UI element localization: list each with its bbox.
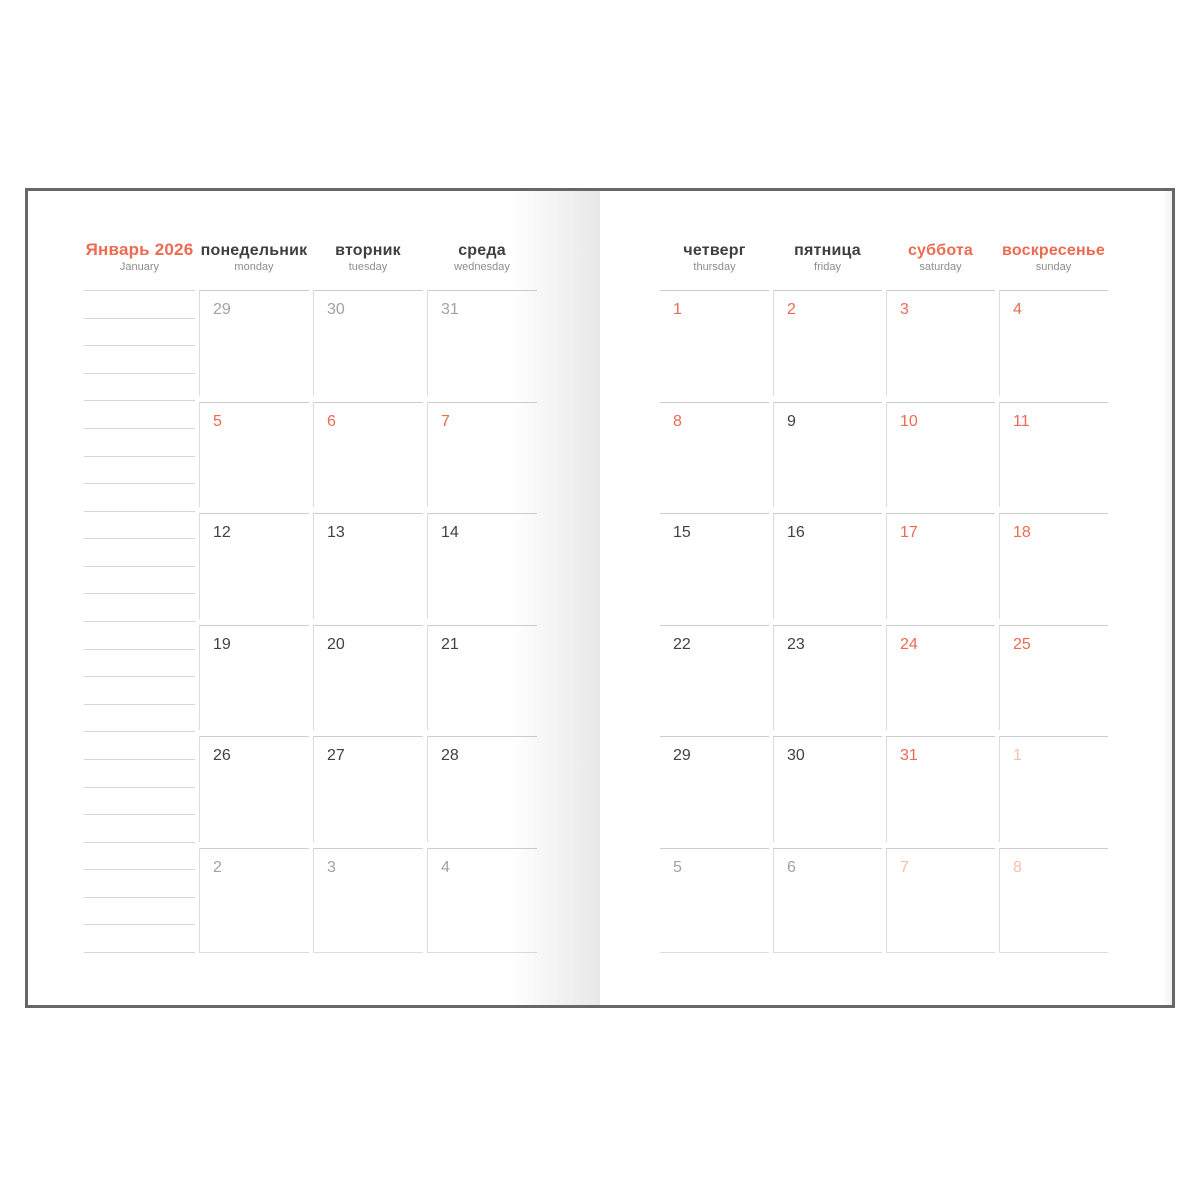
note-line [84,952,195,953]
date-cell [999,290,1108,396]
date-cell [773,848,882,954]
date-number: 30 [327,301,345,318]
date-cell [773,736,882,842]
note-line [84,373,195,374]
day-name-en: tuesday [348,261,388,273]
date-number: 28 [441,747,459,764]
date-number: 6 [787,858,796,876]
date-number: 11 [1013,412,1030,430]
date-number: 31 [900,747,918,764]
note-line [84,842,195,843]
date-number: 16 [787,524,805,541]
date-number: 14 [441,524,459,541]
date-number: 15 [673,524,691,541]
day-name-ru: пятница [794,242,861,259]
date-number: 31 [441,301,459,318]
date-number: 8 [673,412,682,430]
day-name-en: sunday [1035,261,1072,273]
date-cell [199,736,309,842]
date-number: 29 [673,747,691,764]
date-cell [660,402,769,508]
day-name-en: saturday [919,261,962,273]
date-number: 5 [213,412,222,430]
date-cell [999,513,1108,619]
date-number: 6 [327,412,336,430]
note-line [84,318,195,319]
date-cell [773,290,882,396]
date-number: 26 [213,747,231,764]
day-header-sunday [999,238,1108,284]
date-number: 17 [900,524,918,541]
day-name-en: monday [234,261,274,273]
date-number: 10 [900,412,918,430]
day-header-friday [773,238,882,284]
date-cell [660,736,769,842]
date-cell [660,290,769,396]
date-cell [886,513,995,619]
day-name-en: friday [814,261,841,273]
date-number: 25 [1013,635,1031,653]
day-name-ru: понедельник [200,242,308,259]
date-cell [660,625,769,731]
date-number: 2 [787,301,796,318]
day-header-tuesday [313,238,423,284]
date-number: 5 [673,858,682,876]
note-line [84,787,195,788]
date-cell [199,848,309,954]
day-name-ru: среда [458,242,506,259]
date-cell [660,848,769,954]
date-cell [313,848,423,954]
note-line [84,924,195,925]
date-cell [773,402,882,508]
date-cell [313,625,423,731]
date-cell [427,848,537,954]
date-cell [886,402,995,508]
date-cell [773,625,882,731]
day-header-wednesday [427,238,537,284]
note-line [84,511,195,512]
date-cell [886,736,995,842]
date-cell [427,625,537,731]
notes-area [84,290,195,953]
date-cell [313,402,423,508]
date-number: 1 [673,301,682,318]
date-cell [427,736,537,842]
note-line [84,731,195,732]
date-cell [199,402,309,508]
date-cell [427,402,537,508]
note-line [84,593,195,594]
date-number: 9 [787,412,796,430]
note-line [84,704,195,705]
day-header-thursday [660,238,769,284]
day-name-ru: воскресенье [1002,242,1105,259]
date-number: 3 [327,858,336,876]
date-number: 29 [213,301,231,318]
month-header [84,238,195,284]
month-subtitle: January [119,261,160,273]
note-line [84,897,195,898]
date-number: 24 [900,635,918,653]
note-line [84,621,195,622]
date-number: 19 [213,635,231,653]
note-line [84,869,195,870]
date-number: 8 [1013,858,1022,876]
date-cell [660,513,769,619]
day-name-en: thursday [693,261,736,273]
page-edge-shadow [1163,191,1172,1005]
date-number: 7 [900,858,909,876]
note-line [84,566,195,567]
date-number: 13 [327,524,345,541]
right-page-grid [660,238,1108,953]
date-number: 30 [787,747,805,764]
date-number: 23 [787,635,805,653]
date-cell [199,625,309,731]
date-number: 22 [673,635,691,653]
date-cell [999,736,1108,842]
date-number: 3 [900,301,909,318]
date-number: 4 [1013,301,1022,318]
date-cell [427,290,537,396]
date-cell [313,736,423,842]
date-cell [999,625,1108,731]
date-number: 18 [1013,524,1031,541]
note-line [84,814,195,815]
date-cell [199,513,309,619]
note-line [84,345,195,346]
date-number: 21 [441,635,459,653]
date-cell [999,402,1108,508]
day-name-ru: суббота [907,242,974,259]
note-line [84,456,195,457]
date-number: 1 [1013,747,1022,764]
date-number: 27 [327,747,345,764]
day-header-saturday [886,238,995,284]
date-number: 12 [213,524,231,541]
date-number: 2 [213,858,222,876]
note-line [84,538,195,539]
note-line [84,483,195,484]
note-line [84,676,195,677]
note-line [84,649,195,650]
month-title: Январь 2026 [85,240,194,259]
note-line [84,759,195,760]
date-cell [427,513,537,619]
date-cell [773,513,882,619]
date-cell [313,513,423,619]
date-cell [886,625,995,731]
day-name-ru: четверг [683,242,746,259]
date-cell [999,848,1108,954]
date-number: 4 [441,858,450,876]
day-name-ru: вторник [335,242,401,259]
note-line [84,290,195,291]
date-cell [313,290,423,396]
date-number: 7 [441,412,450,430]
left-page-grid [84,238,537,953]
day-header-monday [199,238,309,284]
note-line [84,400,195,401]
day-name-en: wednesday [454,261,510,273]
date-cell [199,290,309,396]
note-line [84,428,195,429]
date-cell [886,290,995,396]
date-number: 20 [327,635,345,653]
date-cell [886,848,995,954]
planner-open-book [25,188,1175,1008]
